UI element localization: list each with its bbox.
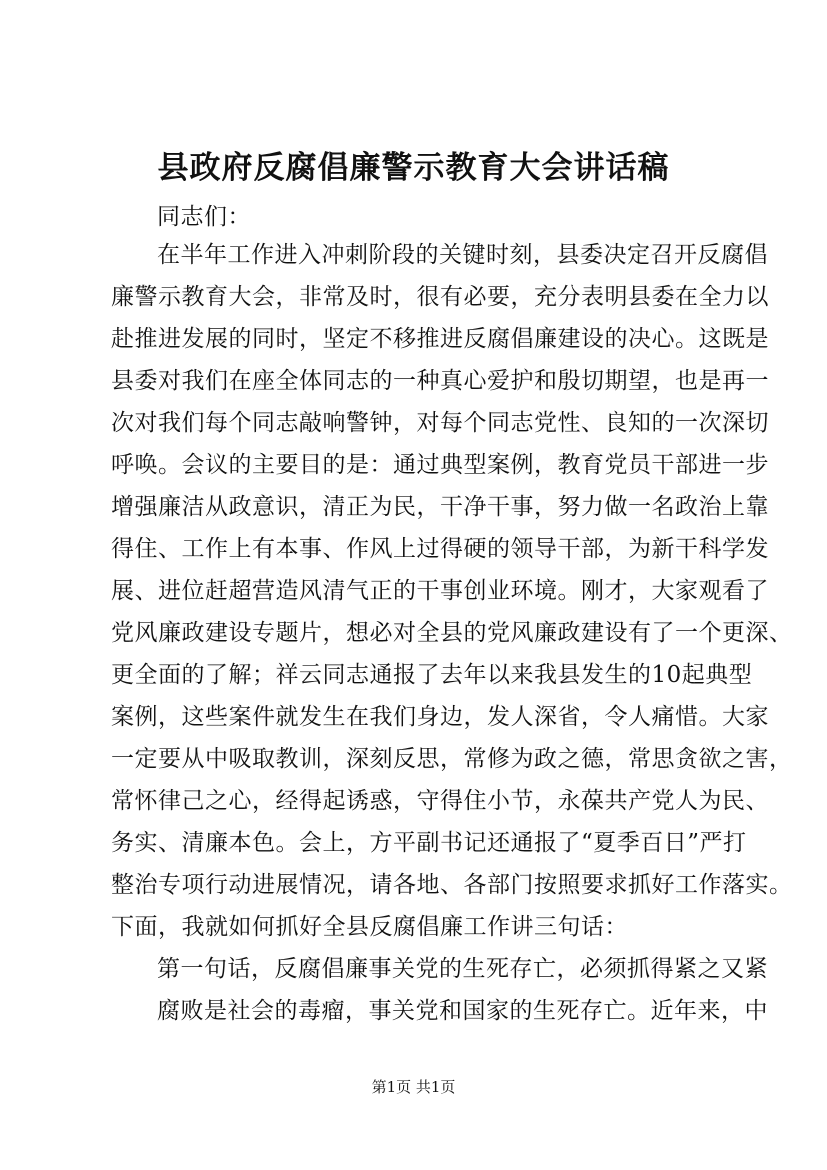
salutation-line: 同志们： (157, 204, 251, 230)
paragraph-1-line-3: 赴推进发展的同时，坚定不移推进反腐倡廉建设的决心。这既是 (111, 326, 769, 352)
paragraph-1-line-1: 在半年工作进入冲刺阶段的关键时刻，县委决定召开反腐倡 (157, 242, 768, 268)
section-heading-1: 第一句话，反腐倡廉事关党的生死存亡，必须抓得紧之又紧 (157, 956, 768, 982)
paragraph-1-line-15: 务实、清廉本色。会上，方平副书记还通报了“夏季百日”严打 (111, 830, 747, 856)
paragraph-1-line-7: 增强廉洁从政意识，清正为民，干净干事，努力做一名政治上靠 (111, 494, 769, 520)
paragraph-1-line-8: 得住、工作上有本事、作风上过得硬的领导干部，为新干科学发 (111, 536, 769, 562)
paragraph-1-line-16: 整治专项行动进展情况，请各地、各部门按照要求抓好工作落实。 (111, 872, 793, 898)
paragraph-1-line-12: 案例，这些案件就发生在我们身边，发人深省，令人痛惜。大家 (111, 704, 769, 730)
paragraph-1-line-14: 常怀律己之心，经得起诱惑，守得住小节，永葆共产党人为民、 (111, 788, 769, 814)
paragraph-1-line-6: 呼唤。会议的主要目的是：通过典型案例，教育党员干部进一步 (111, 452, 769, 478)
paragraph-2-line-1: 腐败是社会的毒瘤，事关党和国家的生死存亡。近年来，中 (157, 998, 768, 1024)
paragraph-1-line-2: 廉警示教育大会，非常及时，很有必要，充分表明县委在全力以 (111, 284, 769, 310)
paragraph-1-line-11: 更全面的了解；祥云同志通报了去年以来我县发生的10起典型 (111, 662, 753, 688)
paragraph-1-line-17: 下面，我就如何抓好全县反腐倡廉工作讲三句话： (111, 914, 628, 940)
paragraph-1-line-13: 一定要从中吸取教训，深刻反思，常修为政之德，常思贪欲之害， (111, 746, 793, 772)
paragraph-1-line-10: 党风廉政建设专题片，想必对全县的党风廉政建设有了一个更深、 (111, 620, 793, 646)
paragraph-1-line-5: 次对我们每个同志敲响警钟，对每个同志党性、良知的一次深切 (111, 410, 769, 436)
paragraph-1-line-4: 县委对我们在座全体同志的一种真心爱护和殷切期望，也是再一 (111, 368, 769, 394)
document-title: 县政府反腐倡廉警示教育大会讲话稿 (157, 150, 670, 186)
page-footer: 第1页 共1页 (371, 1078, 456, 1096)
paragraph-1-line-9: 展、进位赶超营造风清气正的干事创业环境。刚才，大家观看了 (111, 578, 769, 604)
